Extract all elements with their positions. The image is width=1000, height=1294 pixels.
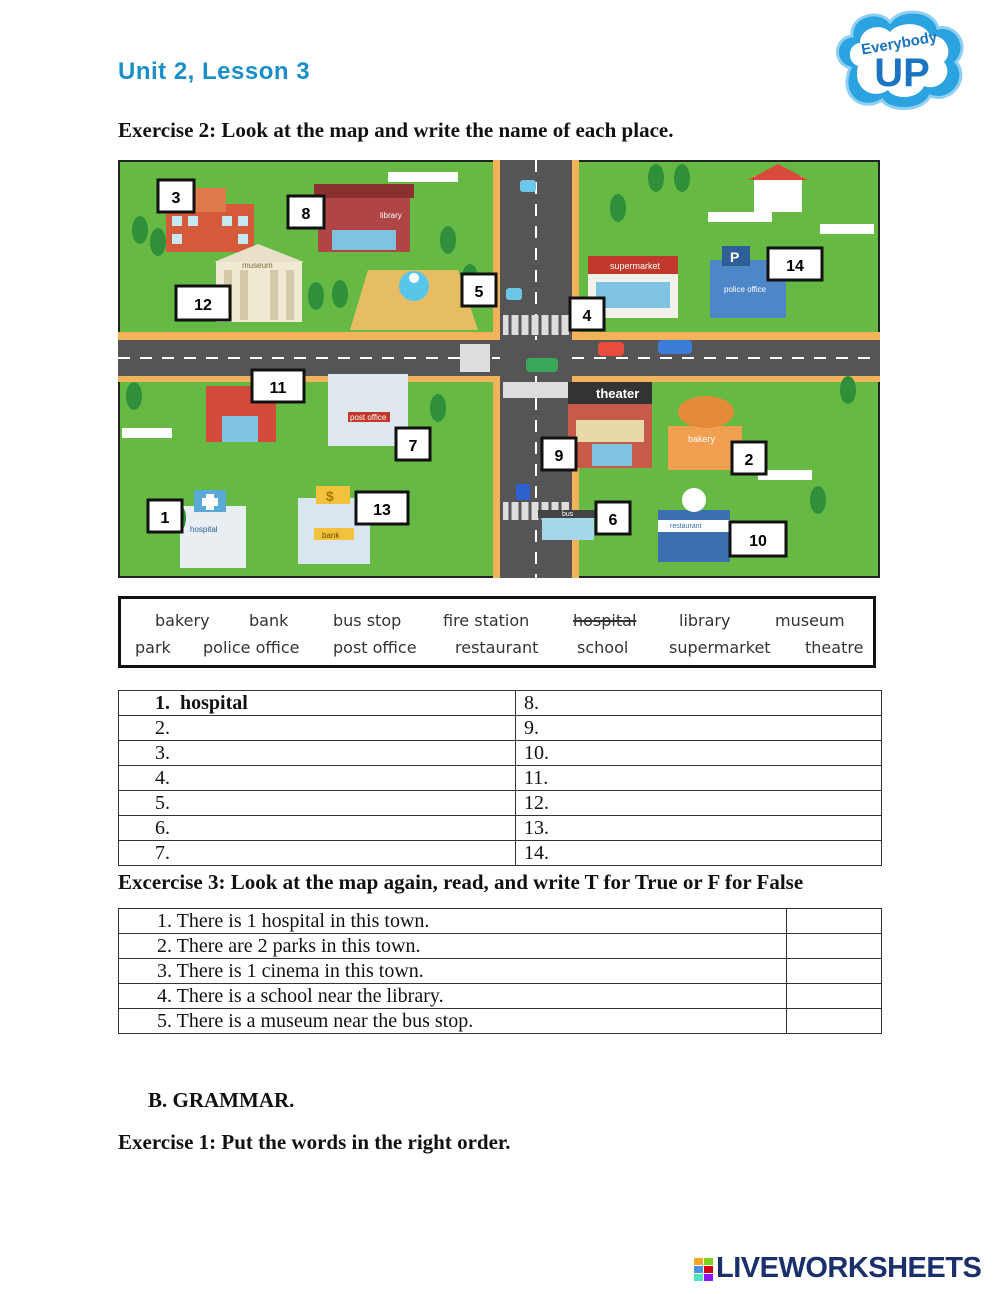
svg-text:14: 14 bbox=[786, 258, 804, 275]
word-museum: museum bbox=[775, 611, 845, 630]
unit-title: Unit 2, Lesson 3 bbox=[118, 58, 311, 85]
exercise3-title: Excercise 3: Look at the map again, read, and write T for True or F for False bbox=[118, 870, 804, 894]
answer-cell-14[interactable]: 14. bbox=[515, 841, 881, 866]
svg-text:4: 4 bbox=[582, 308, 592, 325]
map-label-theater: theater bbox=[596, 386, 640, 401]
answer-cell-7[interactable]: 7. bbox=[119, 841, 516, 866]
answers-table bbox=[118, 690, 882, 866]
answer-cell-12[interactable]: 12. bbox=[515, 791, 881, 816]
answer-cell-9[interactable]: 9. bbox=[515, 716, 881, 741]
svg-text:11: 11 bbox=[269, 380, 287, 397]
liveworksheets-logo-icon bbox=[694, 1258, 714, 1282]
logo-up-text: UP bbox=[874, 51, 930, 95]
svg-text:10: 10 bbox=[749, 533, 767, 550]
word-park: park bbox=[135, 638, 171, 657]
answer-cell-2[interactable]: 2. bbox=[119, 716, 516, 741]
word-bakery: bakery bbox=[155, 611, 210, 630]
map-label-library: library bbox=[380, 211, 402, 220]
table-row bbox=[119, 909, 882, 934]
svg-text:P: P bbox=[730, 249, 740, 265]
answer-text: hospital bbox=[180, 692, 248, 714]
table-row bbox=[119, 1009, 882, 1034]
table-row bbox=[119, 841, 882, 866]
map-label-post-office: post office bbox=[350, 413, 387, 422]
svg-text:8: 8 bbox=[301, 206, 311, 223]
table-row bbox=[119, 716, 882, 741]
liveworksheets-brand: LIVEWORKSHEETS bbox=[716, 1252, 982, 1284]
answer-cell-13[interactable]: 13. bbox=[515, 816, 881, 841]
word-hospital-crossed: hospital bbox=[573, 611, 637, 630]
everybody-up-logo bbox=[830, 8, 970, 112]
map-label-restaurant: restaurant bbox=[670, 523, 702, 530]
statement-5: 5. There is a museum near the bus stop. bbox=[119, 1009, 787, 1034]
word-school: school bbox=[577, 638, 629, 657]
statement-4: 4. There is a school near the library. bbox=[119, 984, 787, 1009]
table-row bbox=[119, 741, 882, 766]
tf-answer-3[interactable] bbox=[787, 959, 882, 984]
table-row bbox=[119, 816, 882, 841]
svg-text:3: 3 bbox=[171, 190, 181, 207]
answer-number: 1. bbox=[155, 692, 170, 714]
table-row bbox=[119, 691, 882, 716]
word-police-office: police office bbox=[203, 638, 300, 657]
map-label-police-office: police office bbox=[724, 285, 767, 294]
grammar-section-title: B. GRAMMAR. bbox=[148, 1088, 295, 1112]
tf-answer-5[interactable] bbox=[787, 1009, 882, 1034]
svg-text:1: 1 bbox=[160, 510, 170, 527]
statement-1: 1. There is 1 hospital in this town. bbox=[119, 909, 787, 934]
tf-answer-4[interactable] bbox=[787, 984, 882, 1009]
svg-text:13: 13 bbox=[373, 502, 391, 519]
grammar-exercise1-title: Exercise 1: Put the words in the right order. bbox=[118, 1130, 511, 1154]
table-row bbox=[119, 984, 882, 1009]
word-bank-item: bank bbox=[249, 611, 289, 630]
answer-cell-6[interactable]: 6. bbox=[119, 816, 516, 841]
table-row bbox=[119, 934, 882, 959]
svg-text:5: 5 bbox=[474, 284, 484, 301]
tf-answer-1[interactable] bbox=[787, 909, 882, 934]
word-theatre: theatre bbox=[805, 638, 864, 657]
answer-cell-3[interactable]: 3. bbox=[119, 741, 516, 766]
word-restaurant: restaurant bbox=[455, 638, 539, 657]
map-label-bus-stop: bus bbox=[562, 511, 574, 518]
word-bank bbox=[118, 596, 876, 668]
map-label-hospital: hospital bbox=[190, 525, 218, 534]
svg-text:12: 12 bbox=[194, 297, 212, 314]
exercise2-title: Exercise 2: Look at the map and write the name of each place. bbox=[118, 118, 674, 142]
true-false-table bbox=[118, 908, 882, 1034]
answer-cell-5[interactable]: 5. bbox=[119, 791, 516, 816]
answer-cell-4[interactable]: 4. bbox=[119, 766, 516, 791]
logo-everybody-text: Everybody bbox=[859, 28, 939, 59]
tf-answer-2[interactable] bbox=[787, 934, 882, 959]
svg-text:7: 7 bbox=[408, 438, 418, 455]
map-label-bank: bank bbox=[322, 531, 340, 540]
svg-text:2: 2 bbox=[744, 452, 754, 469]
answer-cell-11[interactable]: 11. bbox=[515, 766, 881, 791]
statement-2: 2. There are 2 parks in this town. bbox=[119, 934, 787, 959]
table-row bbox=[119, 791, 882, 816]
map-label-supermarket: supermarket bbox=[610, 261, 661, 271]
town-map bbox=[118, 160, 880, 578]
word-post-office: post office bbox=[333, 638, 417, 657]
word-library: library bbox=[679, 611, 731, 630]
table-row bbox=[119, 766, 882, 791]
word-supermarket: supermarket bbox=[669, 638, 771, 657]
svg-text:$: $ bbox=[326, 488, 334, 504]
word-fire-station: fire station bbox=[443, 611, 530, 630]
table-row bbox=[119, 959, 882, 984]
svg-text:6: 6 bbox=[608, 512, 618, 529]
word-bus-stop: bus stop bbox=[333, 611, 402, 630]
map-label-museum: museum bbox=[242, 261, 273, 270]
map-label-bakery: bakery bbox=[688, 434, 716, 444]
answer-cell-1[interactable] bbox=[119, 691, 516, 716]
answer-cell-10[interactable]: 10. bbox=[515, 741, 881, 766]
answer-cell-8[interactable]: 8. bbox=[515, 691, 881, 716]
statement-3: 3. There is 1 cinema in this town. bbox=[119, 959, 787, 984]
svg-text:9: 9 bbox=[554, 448, 564, 465]
